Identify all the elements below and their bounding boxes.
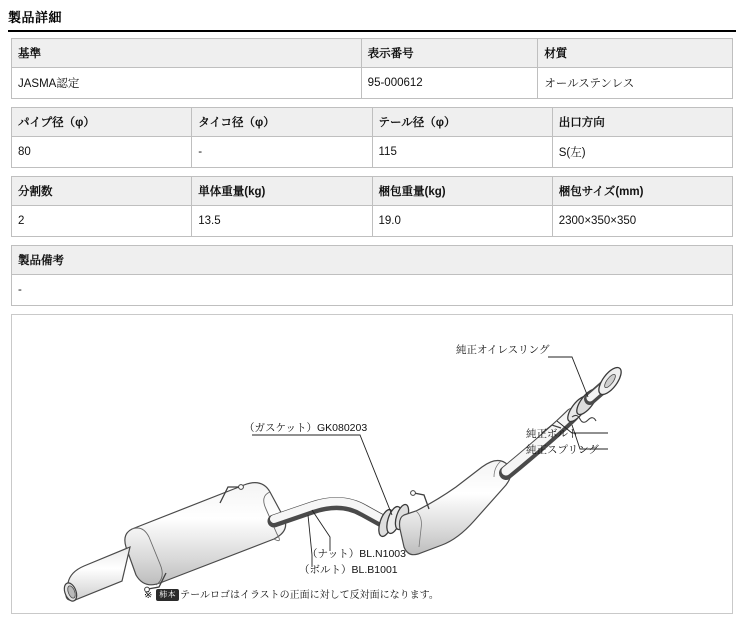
- table-header-row: [12, 246, 733, 275]
- weight-table: [11, 176, 733, 237]
- cell-package-size: 2300×350×350: [552, 206, 732, 237]
- muffler-body: [125, 483, 286, 592]
- note-prefix: ※: [144, 589, 156, 601]
- remarks-table: [11, 245, 733, 306]
- center-pipe: [274, 502, 384, 522]
- cell-hyoji-bango: 95-000612: [361, 68, 538, 99]
- cell-tail-dia: 115: [372, 137, 552, 168]
- cell-remarks: -: [12, 275, 733, 306]
- col-header-hyoji-bango: 表示番号: [361, 39, 538, 68]
- cell-taiko-dia: -: [192, 137, 372, 168]
- label-spring: 純正スプリング: [526, 444, 599, 456]
- page-title-block: [0, 0, 744, 38]
- standard-table: [11, 38, 733, 99]
- col-header-unit-weight: 単体重量(kg): [192, 177, 372, 206]
- col-header-pipe-dia: パイプ径（φ）: [12, 108, 192, 137]
- col-header-zaishitsu: 材質: [538, 39, 733, 68]
- cell-unit-weight: 13.5: [192, 206, 372, 237]
- col-header-tail-dia: テール径（φ）: [372, 108, 552, 137]
- label-bolt-part: （ボルト）BL.B1001: [299, 564, 398, 576]
- col-header-package-weight: 梱包重量(kg): [372, 177, 552, 206]
- col-header-taiko-dia: タイコ径（φ）: [192, 108, 372, 137]
- table-header-row: [12, 177, 733, 206]
- table-header-row: [12, 39, 733, 68]
- table-row: [12, 275, 733, 306]
- table-row: [12, 206, 733, 237]
- label-bolt: 純正ボルト: [526, 428, 579, 440]
- cell-outlet-dir: S(左): [552, 137, 732, 168]
- kakimoto-logo-chip: 柿本: [156, 589, 179, 601]
- table-row: [12, 137, 733, 168]
- illustration-note: [144, 586, 439, 601]
- exhaust-diagram-svg: [12, 315, 732, 613]
- table-header-row: [12, 108, 733, 137]
- product-illustration: [11, 314, 733, 614]
- note-text: テールロゴはイラストの正面に対して反対面になります。: [180, 589, 439, 601]
- col-header-split-count: 分割数: [12, 177, 192, 206]
- cell-pipe-dia: 80: [12, 137, 192, 168]
- front-pipe: [506, 413, 572, 473]
- label-nut: （ナット）BL.N1003: [307, 548, 406, 560]
- tail-pipe-tip: [62, 547, 130, 603]
- col-header-kijun: 基準: [12, 39, 362, 68]
- title-divider: [8, 30, 736, 32]
- cell-package-weight: 19.0: [372, 206, 552, 237]
- col-header-remarks: 製品備考: [12, 246, 733, 275]
- cell-split-count: 2: [12, 206, 192, 237]
- col-header-package-size: 梱包サイズ(mm): [552, 177, 732, 206]
- col-header-outlet-dir: 出口方向: [552, 108, 732, 137]
- resonator: [400, 460, 512, 554]
- pipe-table: [11, 107, 733, 168]
- label-oil-ring: 純正オイレスリング: [456, 344, 550, 356]
- front-flange-assembly: [564, 364, 625, 425]
- cell-zaishitsu: オールステンレス: [538, 68, 733, 99]
- table-row: [12, 68, 733, 99]
- label-gasket: （ガスケット）GK080203: [244, 422, 368, 434]
- page-title: 製品詳細: [8, 10, 63, 25]
- cell-kijun: JASMA認定: [12, 68, 362, 99]
